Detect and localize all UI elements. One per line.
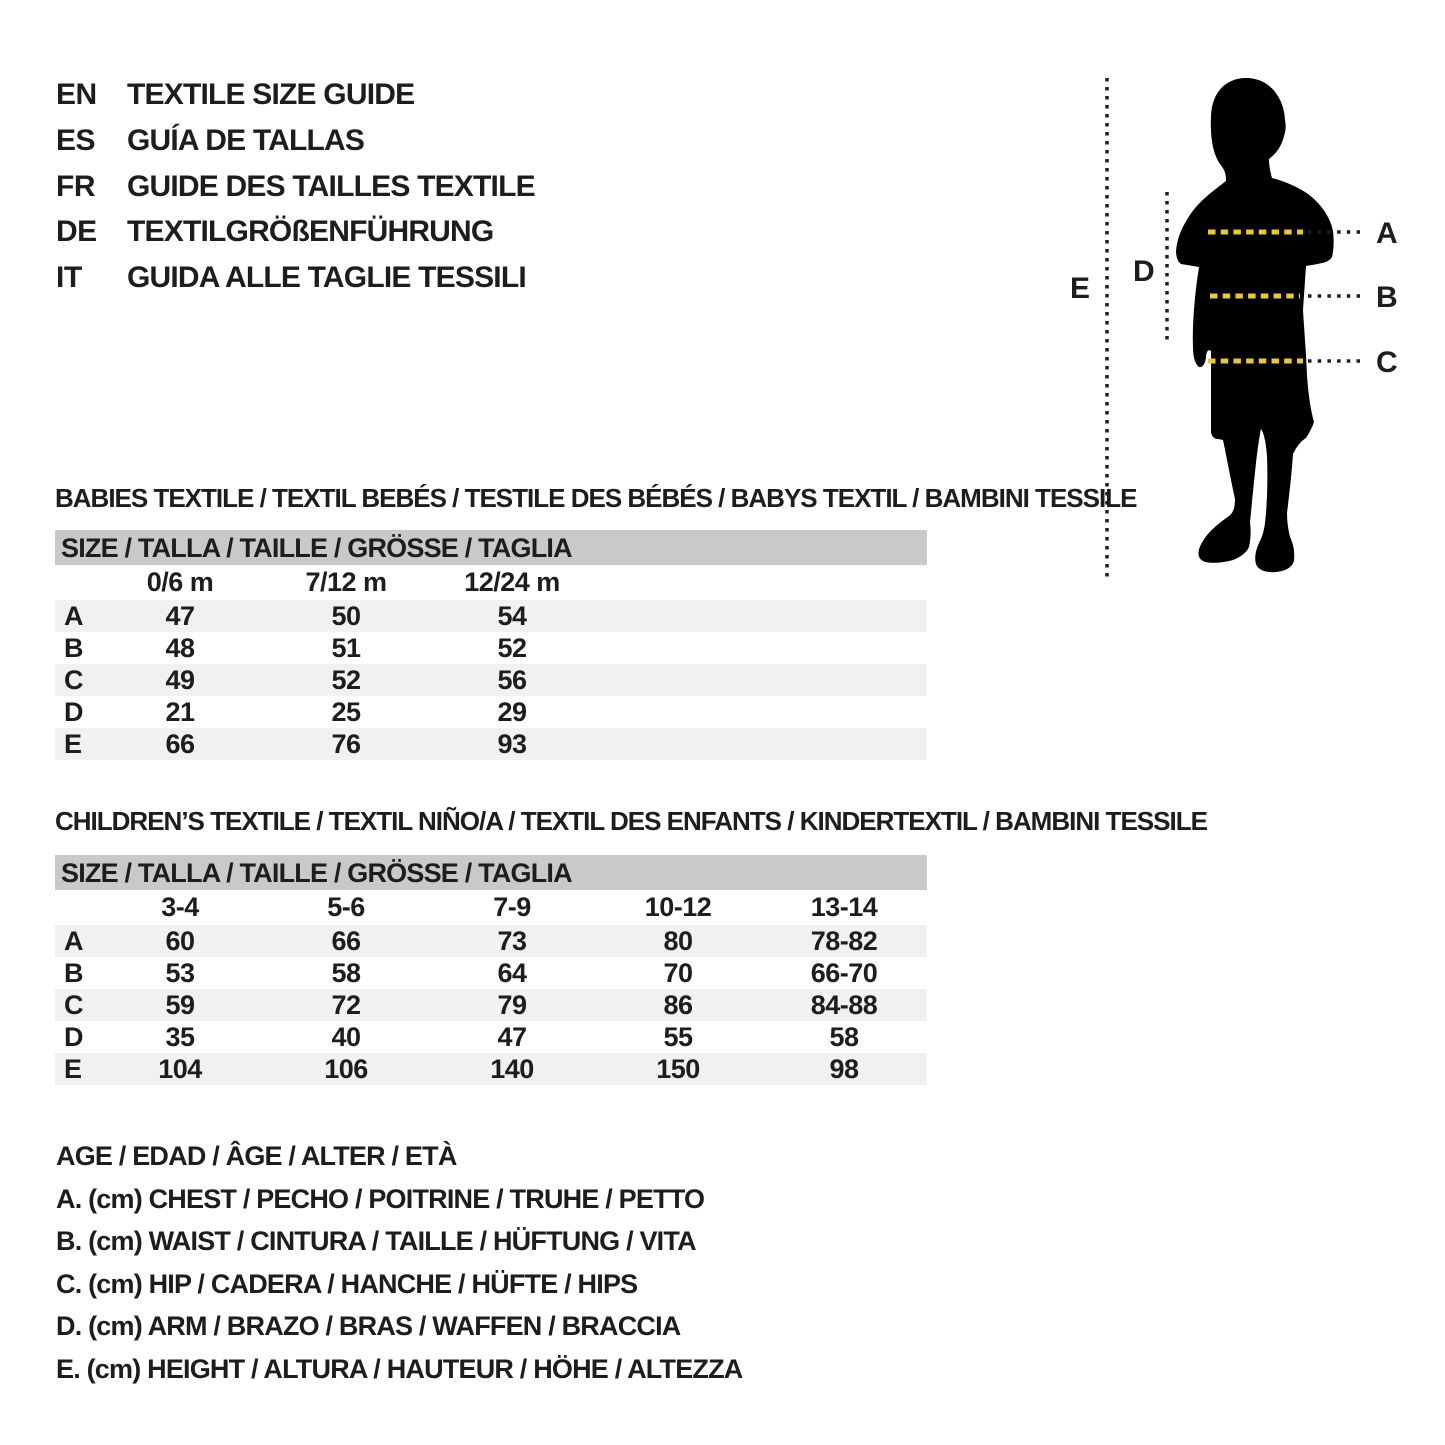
cell: 58: [829, 1021, 859, 1052]
section-title-children: CHILDREN’S TEXTILE / TEXTIL NIÑO/A / TEXTIL DES ENFANTS / KINDERTEXTIL / BAMBINI TESSILE: [55, 806, 1207, 836]
cell: 84-88: [810, 989, 878, 1020]
table-row: [55, 989, 927, 1021]
cell: 98: [829, 1053, 859, 1084]
cell: 53: [165, 957, 195, 988]
cell: 29: [497, 696, 527, 727]
cell: 49: [165, 664, 195, 695]
table-row: [55, 1053, 927, 1085]
table-header-band: SIZE / TALLA / TAILLE / GRÖSSE / TAGLIA: [55, 855, 927, 890]
page-title: TEXTILE SIZE GUIDE: [127, 78, 415, 111]
legend-line-hip: C. (cm) HIP / CADERA / HANCHE / HÜFTE / HIPS: [56, 1268, 638, 1299]
cell: 48: [165, 632, 195, 663]
measurement-legend: [56, 1135, 742, 1391]
cell: 70: [663, 957, 693, 988]
cell: 35: [165, 1021, 195, 1052]
cell: 73: [497, 925, 527, 956]
language-row-en: [56, 72, 535, 118]
table-row: [55, 600, 927, 632]
size-table-children: [55, 855, 927, 1085]
child-silhouette-image: [1176, 78, 1334, 572]
figure-label-b: B: [1376, 281, 1398, 314]
column-header: 5-6: [327, 892, 365, 922]
page-title-es: GUÍA DE TALLAS: [127, 123, 365, 157]
row-label: A: [64, 925, 83, 956]
cell: 80: [663, 925, 693, 956]
row-label: D: [64, 696, 83, 727]
cell: 64: [497, 957, 527, 988]
cell: 47: [497, 1021, 527, 1052]
section-title-babies: BABIES TEXTILE / TEXTIL BEBÉS / TESTILE DES BÉBÉS / BABYS TEXTIL / BAMBINI TESSILE: [55, 483, 1137, 513]
cell: 106: [324, 1053, 368, 1084]
cell: 79: [497, 989, 527, 1020]
cell: 21: [165, 696, 195, 727]
cell: 40: [331, 1021, 361, 1052]
legend-line-chest: A. (cm) CHEST / PECHO / POITRINE / TRUHE / PETTO: [56, 1183, 705, 1214]
cell: 58: [331, 957, 361, 988]
cell: 47: [165, 600, 195, 631]
table-row: [55, 957, 927, 989]
language-code: ES: [56, 123, 96, 157]
cell: 55: [663, 1021, 693, 1052]
cell: 72: [331, 989, 361, 1020]
column-header-row: [55, 890, 927, 925]
cell: 76: [331, 728, 361, 759]
cell: 59: [165, 989, 195, 1020]
cell: 86: [663, 989, 693, 1020]
language-row-de: [56, 209, 535, 255]
row-label: C: [64, 664, 83, 695]
cell: 51: [331, 632, 361, 663]
column-header: 10-12: [644, 892, 712, 922]
cell: 104: [158, 1053, 202, 1084]
cell: 60: [165, 925, 195, 956]
legend-line-waist: B. (cm) WAIST / CINTURA / TAILLE / HÜFTUNG / VITA: [56, 1226, 696, 1257]
table-row: [55, 1021, 927, 1053]
size-table-babies: [55, 530, 927, 760]
language-code: IT: [56, 261, 82, 295]
cell: 56: [497, 664, 527, 695]
column-header: 13-14: [810, 892, 878, 922]
language-title-list: [56, 72, 535, 301]
table-row: [55, 664, 927, 696]
figure-label-e: E: [1070, 272, 1090, 305]
cell: 78-82: [810, 925, 878, 956]
child-measurement-figure: [1050, 60, 1420, 600]
cell: 66-70: [810, 957, 878, 988]
row-label: D: [64, 1021, 83, 1052]
row-label: C: [64, 989, 83, 1020]
table-row: [55, 925, 927, 957]
page-title-it: GUIDA ALLE TAGLIE TESSILI: [127, 261, 526, 295]
page-title-de: TEXTILGRÖßENFÜHRUNG: [127, 215, 494, 249]
language-code: DE: [56, 215, 97, 249]
table-row: [55, 632, 927, 664]
cell: 52: [331, 664, 361, 695]
table-row: [55, 728, 927, 760]
row-label: B: [64, 632, 83, 663]
row-label: B: [64, 957, 83, 988]
cell: 52: [497, 632, 527, 663]
cell: 50: [331, 600, 361, 631]
cell: 66: [331, 925, 361, 956]
cell: 93: [497, 728, 527, 759]
figure-label-a: A: [1376, 217, 1398, 250]
row-label: E: [64, 728, 82, 759]
column-header: 12/24 m: [464, 567, 560, 597]
cell: 66: [165, 728, 195, 759]
column-header: 7/12 m: [305, 567, 387, 597]
legend-line-age: AGE / EDAD / ÂGE / ALTER / ETÀ: [56, 1141, 457, 1171]
column-header: 7-9: [493, 892, 531, 922]
legend-line-height: E. (cm) HEIGHT / ALTURA / HAUTEUR / HÖHE / ALTEZZA: [56, 1353, 743, 1384]
legend-line-arm: D. (cm) ARM / BRAZO / BRAS / WAFFEN / BRACCIA: [56, 1311, 681, 1342]
figure-label-c: C: [1376, 346, 1398, 379]
table-row: [55, 696, 927, 728]
language-code: EN: [56, 78, 97, 111]
column-header: 3-4: [161, 892, 199, 922]
cell: 150: [656, 1053, 700, 1084]
language-row-fr: [56, 164, 535, 210]
table-header-band: SIZE / TALLA / TAILLE / GRÖSSE / TAGLIA: [55, 530, 927, 565]
cell: 25: [331, 696, 361, 727]
language-code: FR: [56, 169, 95, 203]
page-title-fr: GUIDE DES TAILLES TEXTILE: [127, 169, 535, 203]
language-row-it: [56, 255, 535, 301]
row-label: A: [64, 600, 83, 631]
row-label: E: [64, 1053, 82, 1084]
column-header: 0/6 m: [146, 567, 214, 597]
figure-label-d: D: [1133, 255, 1155, 288]
cell: 54: [497, 600, 527, 631]
column-header-row: [55, 565, 927, 600]
language-row-es: [56, 118, 535, 164]
cell: 140: [490, 1053, 534, 1084]
